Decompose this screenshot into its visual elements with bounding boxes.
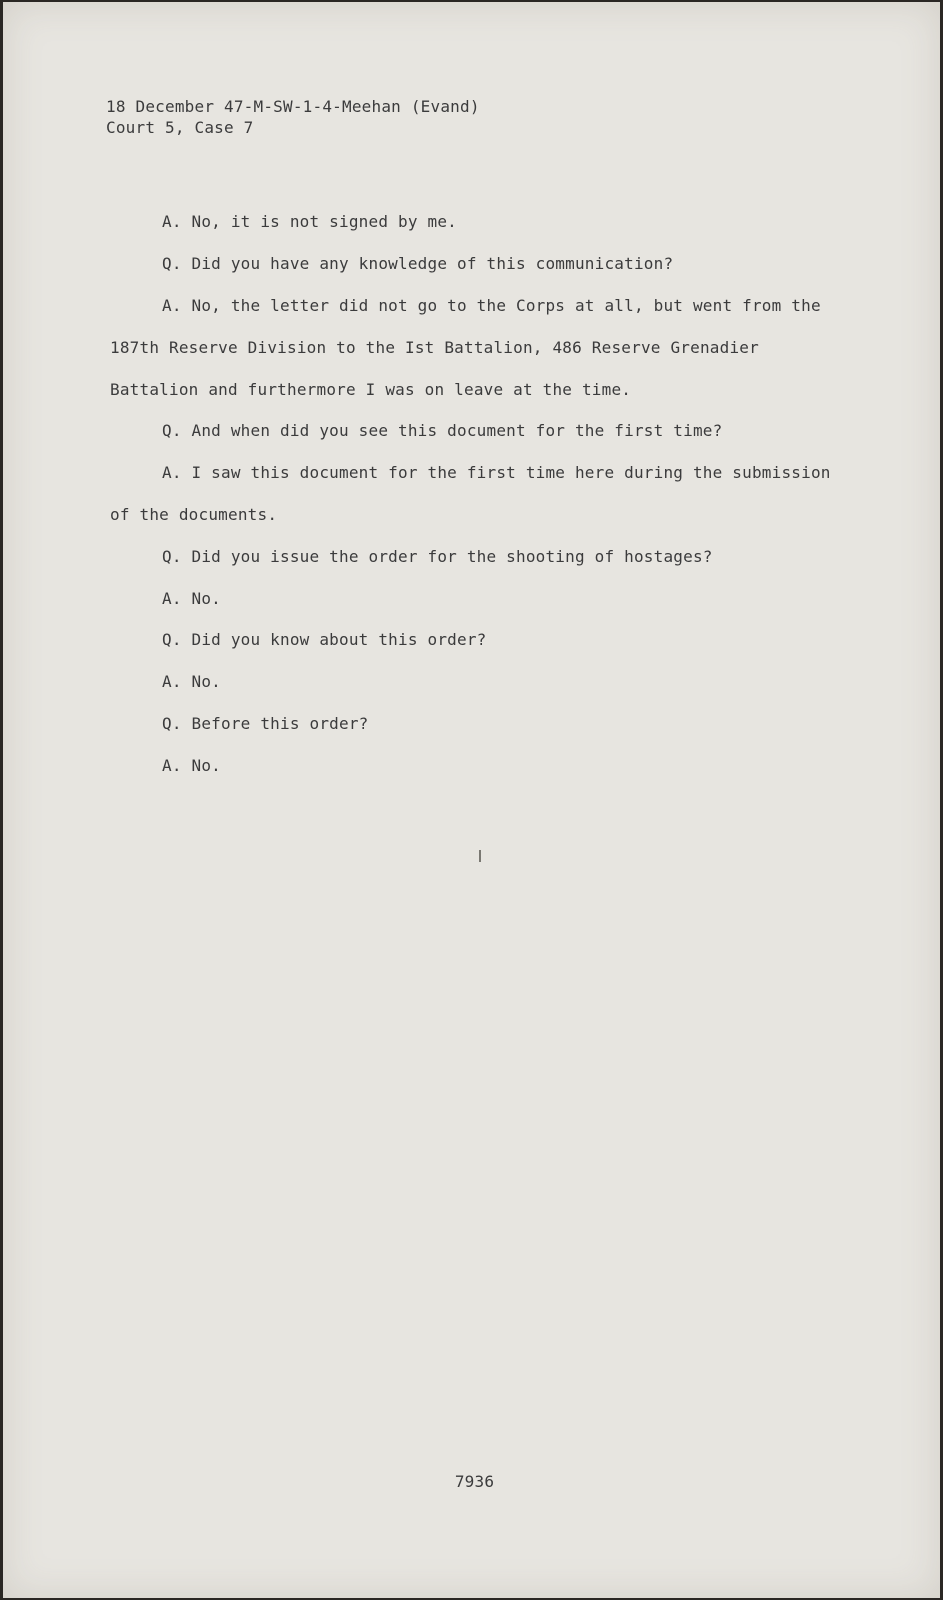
transcript-line: Q. And when did you see this document for the first time?	[162, 421, 723, 440]
header-court-case: Court 5, Case 7	[106, 118, 254, 137]
transcript-line: of the documents.	[110, 505, 278, 524]
transcript-line: A. I saw this document for the first time here during the submission	[162, 463, 831, 482]
transcript-line: Q. Did you know about this order?	[162, 630, 487, 649]
transcript-line: A. No.	[162, 672, 221, 691]
transcript-line: 187th Reserve Division to the Ist Battalion, 486 Reserve Grenadier	[110, 338, 759, 357]
stray-mark	[479, 850, 481, 862]
transcript-line: Q. Before this order?	[162, 714, 369, 733]
transcript-line: A. No, it is not signed by me.	[162, 212, 457, 231]
page-number: 7936	[454, 1472, 495, 1491]
transcript-line: Q. Did you have any knowledge of this communication?	[162, 254, 674, 273]
transcript-line: Q. Did you issue the order for the shooting of hostages?	[162, 547, 713, 566]
transcript-line: A. No.	[162, 589, 221, 608]
document-header	[106, 96, 480, 138]
transcript-line: A. No.	[162, 756, 221, 775]
transcript-line: Battalion and furthermore I was on leave at the time.	[110, 380, 632, 399]
header-date-reference: 18 December 47-M-SW-1-4-Meehan (Evand)	[106, 97, 480, 116]
document-page	[3, 2, 940, 1598]
transcript-line: A. No, the letter did not go to the Corps at all, but went from the	[162, 296, 821, 315]
